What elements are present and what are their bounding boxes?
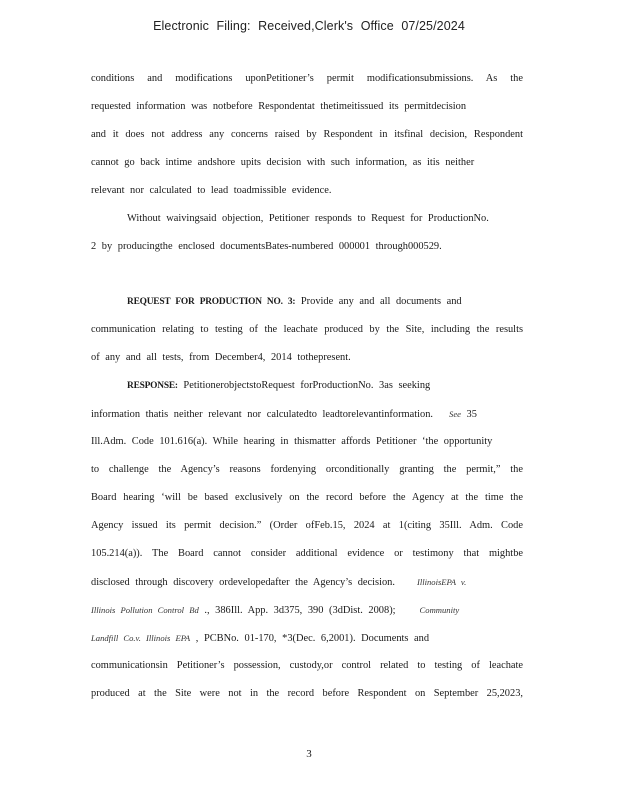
electronic-filing-header: Electronic Filing: Received,Clerk's Office 07/25/2024 [153, 19, 465, 33]
citation-signal: See [449, 409, 461, 419]
page-number: 3 [306, 748, 312, 760]
request-heading-line [91, 295, 523, 309]
case-citation: Landfill Co.v. Illinois EPA [91, 633, 191, 643]
text-line [91, 631, 523, 645]
case-citation: IllinoisEPA v. [416, 577, 467, 587]
text-line: cannot go back intime andshore upits decision with such information, as itis neither [91, 157, 475, 168]
text-line: Board hearing ‘will be based exclusively on the record before the Agency at the time the [91, 492, 523, 503]
text-line: to challenge the Agency’s reasons fordenying orconditionally granting the permit,” the [91, 464, 523, 475]
text-line: conditions and modifications uponPetitioner’s permit modificationsubmissions. As the [91, 73, 523, 84]
text-line: requested information was notbefore Respondentat thetimeitissued its permitdecision [91, 101, 467, 112]
text-line: 2 by producingthe enclosed documentsBates-numbered 000001 through000529. [91, 241, 442, 252]
case-citation: Community [419, 605, 460, 615]
text-line: communication relating to testing of the leachate produced by the Site, including the results [91, 324, 523, 335]
text-line: Ill.Adm. Code 101.616(a). While hearing in thismatter affords Petitioner ‘the opportunity [91, 436, 493, 447]
response-label: RESPONSE: [127, 381, 178, 391]
line-text: information thatis neither relevant nor calculatedto leadtorelevantinformation. [91, 409, 434, 420]
line-text: , PCBNo. 01-170, *3(Dec. 6,2001). Documents and [190, 633, 430, 644]
request-label: REQUEST FOR PRODUCTION NO. 3: [127, 297, 296, 307]
text-line: and it does not address any concerns raised by Respondent in itsfinal decision, Respondent [91, 129, 523, 140]
response-text: PetitionerobjectstoRequest forProductionNo. 3as seeking [177, 380, 431, 391]
request-text: Provide any and all documents and [295, 296, 462, 307]
text-line: of any and all tests, from December4, 2014 tothepresent. [91, 352, 351, 363]
line-text: 35 [460, 409, 477, 420]
text-line: 105.214(a)). The Board cannot consider additional evidence or testimony that mightbe [91, 548, 523, 559]
text-line: produced at the Site were not in the record before Respondent on September 25,2023, [91, 688, 523, 699]
text-line [91, 575, 523, 589]
line-text: disclosed through discovery ordevelopedafter the Agency’s decision. [91, 577, 395, 588]
text-line: relevant nor calculated to lead toadmissible evidence. [91, 185, 332, 196]
text-line: Agency issued its permit decision.” (Order ofFeb.15, 2024 at 1(citing 35Ill. Adm. Code [91, 520, 523, 531]
line-text: ., 386Ill. App. 3d375, 390 (3dDist. 2008); [198, 605, 396, 616]
text-line: Without waivingsaid objection, Petitioner responds to Request for ProductionNo. [127, 213, 489, 224]
text-line [91, 407, 523, 421]
text-line: communicationsin Petitioner’s possession, custody,or control related to testing of leachate [91, 660, 523, 671]
response-heading-line [91, 379, 523, 393]
text-line [91, 603, 523, 617]
case-citation: Illinois Pollution Control Bd [91, 605, 199, 615]
